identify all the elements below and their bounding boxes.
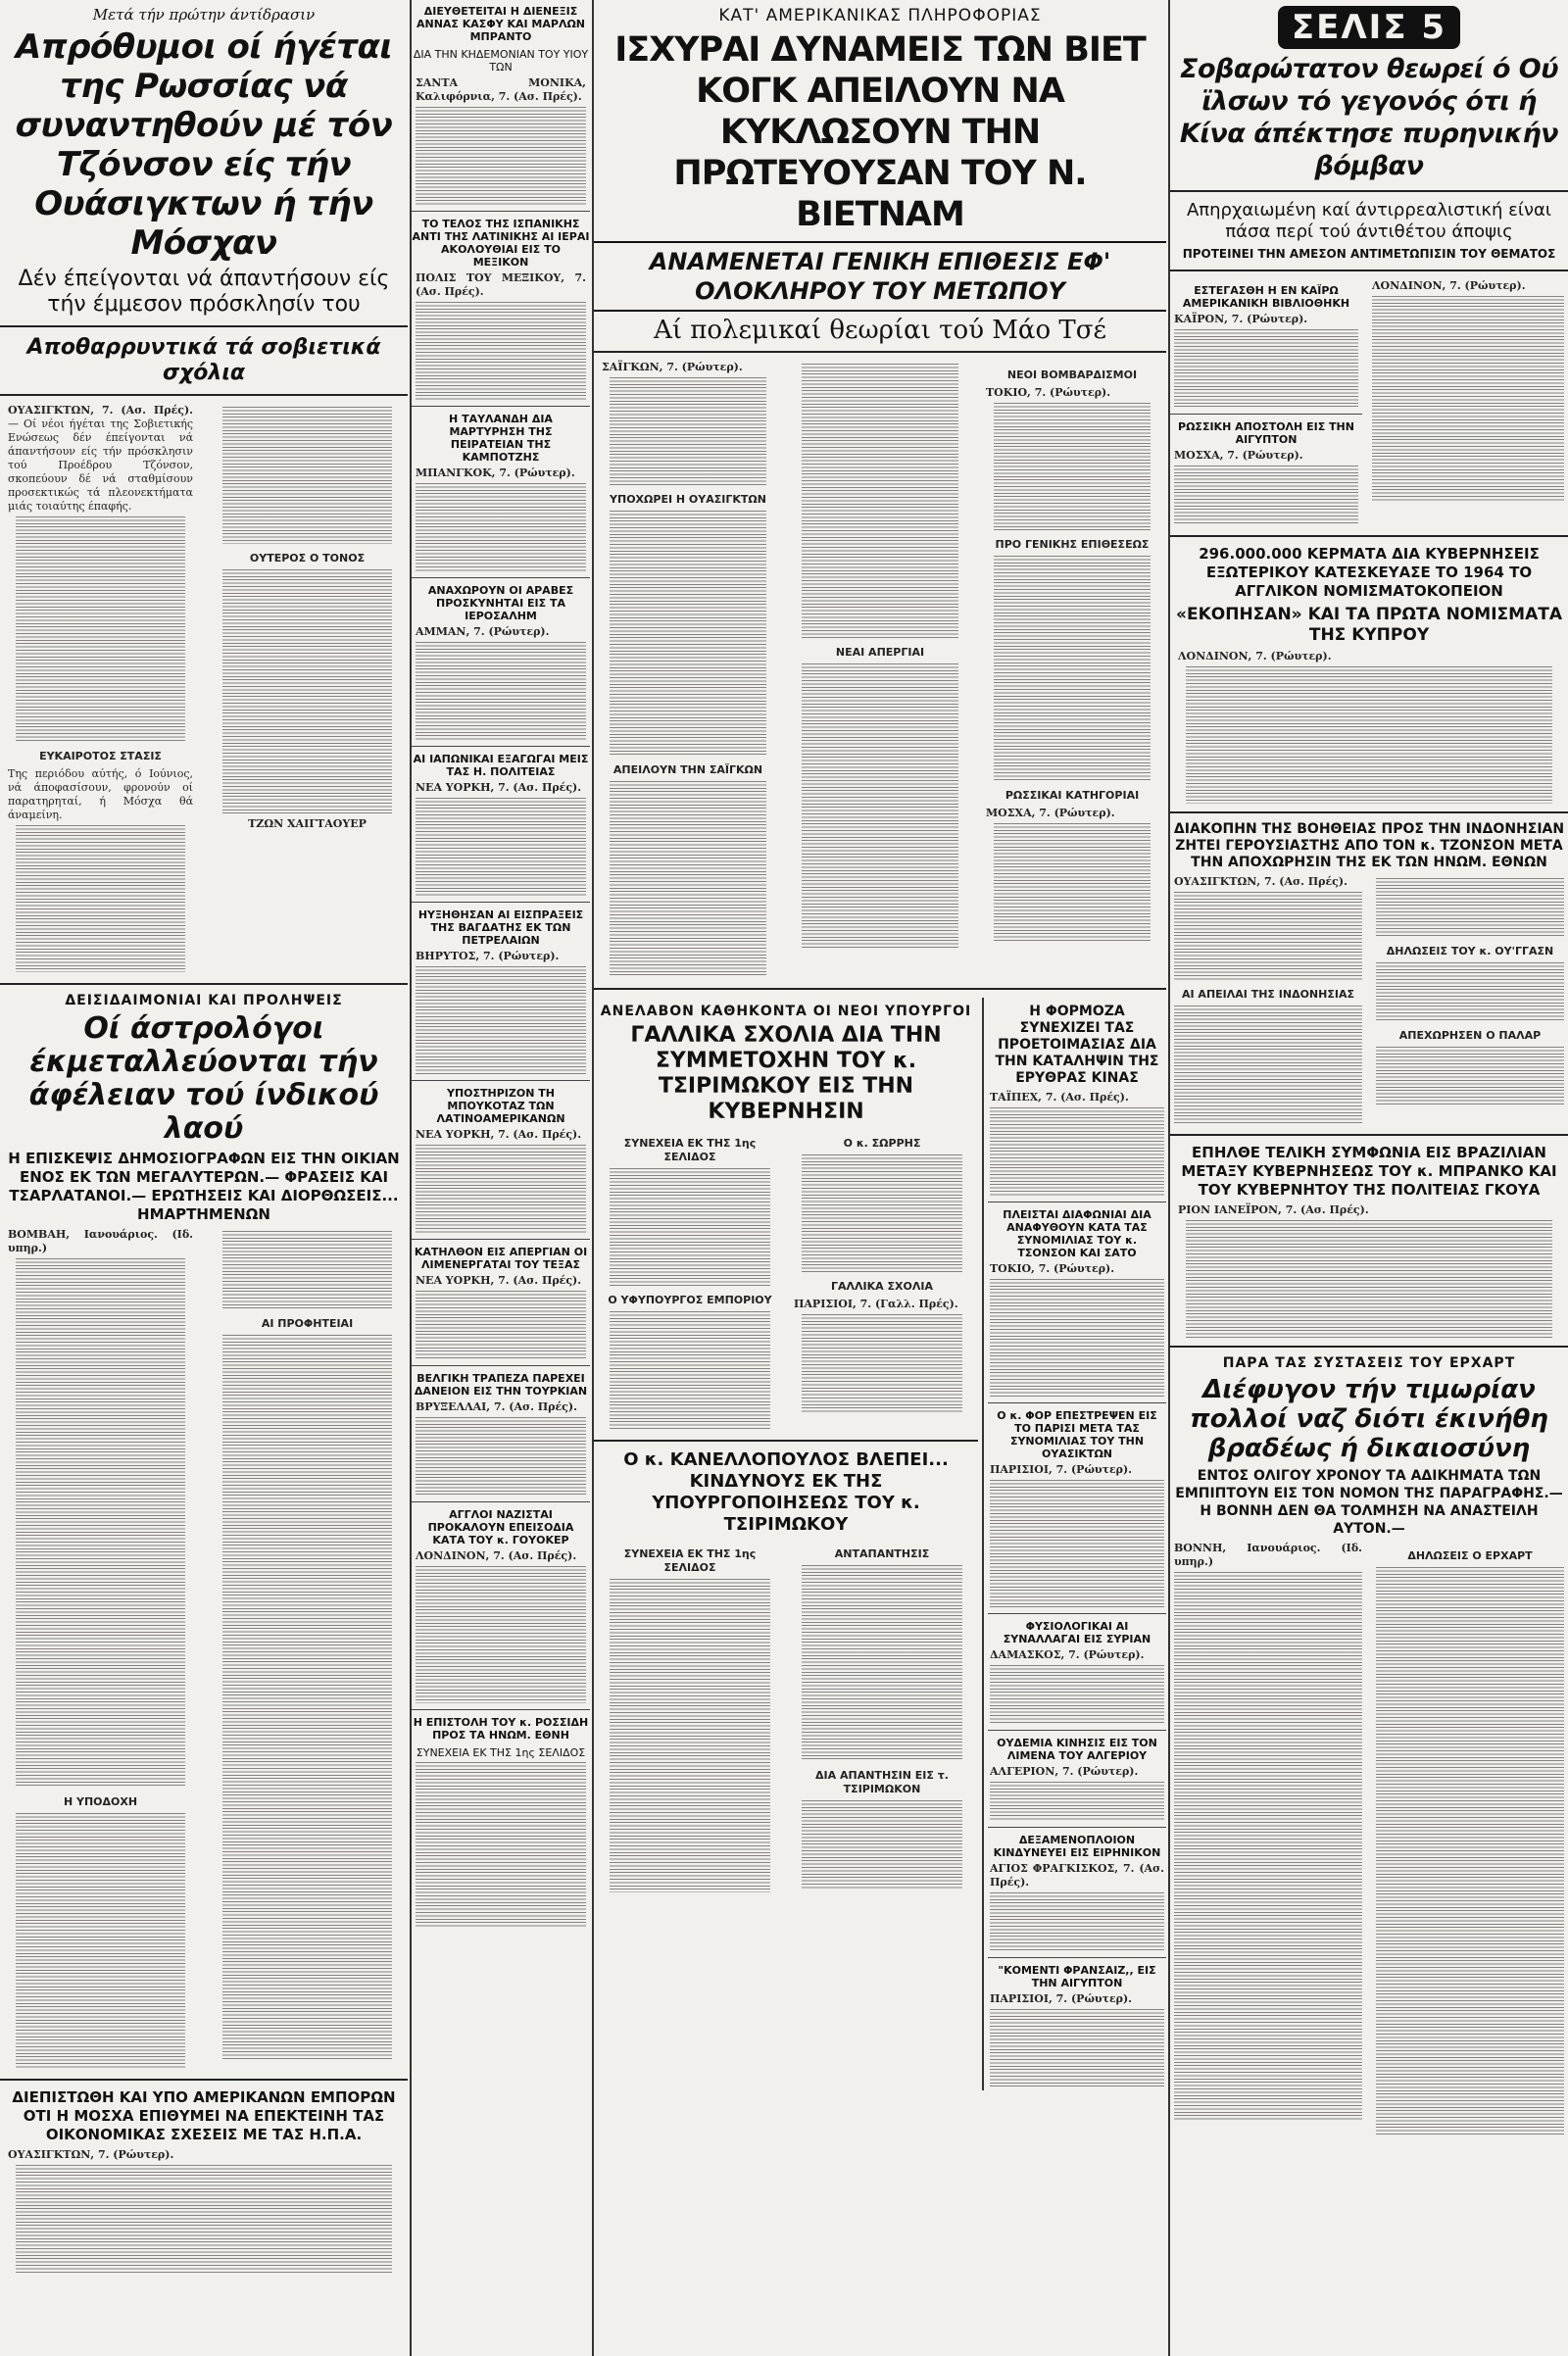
article-headline: Απρόθυμοι οί ήγέται της Ρωσσίας νά συναντηθούν μέ τόν Τζόνσον είς τήν Ουάσιγκτων ή τήν Μόσχαν: [15, 27, 393, 263]
dateline: ΠΑΡΙΣΙΟΙ, 7. (Ρώυτερ).: [990, 1992, 1132, 2005]
brief-headline: ΚΑΤΗΛΘΟΝ ΕΙΣ ΑΠΕΡΓΙΑΝ ΟΙ ΛΙΜΕΝΕΡΓΑΤΑΙ ΤΟΥ ΤΕΞΑΣ: [414, 1246, 588, 1271]
dateline: ΑΛΓΕΡΙΟΝ, 7. (Ρώυτερ).: [990, 1765, 1139, 1778]
brief-headline: ΠΛΕΙΣΤΑΙ ΔΙΑΦΩΝΙΑΙ ΔΙΑ ΑΝΑΦΥΘΟΥΝ ΚΑΤΑ ΤΑΣ ΣΥΝΟΜΙΛΙΑΣ ΤΟΥ κ. ΤΣΟΝΣΟΝ ΚΑΙ ΣΑΤΟ: [1003, 1208, 1152, 1259]
brief-body: [416, 625, 586, 740]
section-subhead: ΔΗΛΩΣΕΙΣ Ο ΕΡΧΑΡΤ: [1407, 1549, 1533, 1562]
brief-body: [416, 76, 586, 205]
article-kicker: ΑΝΕΛΑΒΟΝ ΚΑΘΗΚΟΝΤΑ ΟΙ ΝΕΟΙ ΥΠΟΥΡΓΟΙ: [600, 1004, 972, 1019]
article-subhead: «ΕΚΟΠΗΣΑΝ» ΚΑΙ ΤΑ ΠΡΩΤΑ ΝΟΜΙΣΜΑΤΑ ΤΗΣ ΚΥΠΡΟΥ: [1176, 605, 1562, 645]
brief-headline: Ο κ. ΦΟΡ ΕΠΕΣΤΡΕΨΕΝ ΕΙΣ ΤΟ ΠΑΡΙΣΙ ΜΕΤΑ ΤΑΣ ΣΥΝΟΜΙΛΙΑΣ ΤΟΥ ΤΗΝ ΟΥΑΣΙΚΤΩΝ: [997, 1409, 1157, 1460]
column-left: [0, 0, 408, 2356]
article-headline: 296.000.000 ΚΕΡΜΑΤΑ ΔΙΑ ΚΥΒΕΡΝΗΣΕΙΣ ΕΞΩΤΕΡΙΚΟΥ ΚΑΤΕΣΚΕΥΑΣΕ ΤΟ 1964 ΤΟ ΑΓΓΛΙΚΟΝ ΝΟΜΙΣΜΑΤΟΚΟΠΕΙΟΝ: [1199, 545, 1540, 600]
section-subhead: Η ΥΠΟΔΟΧΗ: [63, 1795, 138, 1808]
signature: ΤΖΩΝ ΧΑΙΓΤΑΟΥΕΡ: [248, 817, 367, 830]
brief-body: [416, 1400, 586, 1496]
brief-body: [416, 1128, 586, 1233]
brief-headline: ΔΙΕΥΘΕΤΕΙΤΑΙ Η ΔΙΕΝΕΞΙΣ ΑΝΝΑΣ ΚΑΣΦΥ ΚΑΙ ΜΑΡΛΩΝ ΜΠΡΑΝΤΟ: [416, 5, 586, 43]
article-body: [602, 1540, 778, 1895]
article-headline: ΓΑΛΛΙΚΑ ΣΧΟΛΙΑ ΔΙΑ ΤΗΝ ΣΥΜΜΕΤΟΧΗΝ ΤΟΥ κ. ΤΣΙΡΙΜΩΚΟΥ ΕΙΣ ΤΗΝ ΚΥΒΕΡΝΗΣΙΝ: [630, 1023, 942, 1124]
dateline: ΒΗΡΥΤΟΣ, 7. (Ρώυτερ).: [416, 950, 560, 962]
brief-body: [416, 271, 586, 400]
dateline: ΒΟΝΝΗ, Ιανουάριος. (Ιδ. υπηρ.): [1174, 1542, 1362, 1568]
dateline: ΚΑΪΡΟΝ, 7. (Ρώυτερ).: [1174, 313, 1308, 325]
brief-body: [990, 1091, 1164, 1196]
section-subhead: ΝΕΟΙ ΒΟΜΒΑΡΔΙΣΜΟΙ: [1006, 368, 1138, 381]
dateline: ΛΟΝΔΙΝΟΝ, 7. (Ασ. Πρές).: [416, 1549, 577, 1562]
dateline: ΤΑΪΠΕΧ, 7. (Ασ. Πρές).: [990, 1091, 1129, 1104]
brief-headline: ΟΥΔΕΜΙΑ ΚΙΝΗΣΙΣ ΕΙΣ ΤΟΝ ΛΙΜΕΝΑ ΤΟΥ ΑΛΓΕΡΙΟΥ: [997, 1737, 1157, 1762]
article-banner: ΑΝΑΜΕΝΕΤΑΙ ΓΕΝΙΚΗ ΕΠΙΘΕΣΙΣ ΕΦ' ΟΛΟΚΛΗΡΟΥ ΤΟΥ ΜΕΤΩΠΟΥ: [594, 241, 1166, 312]
dateline: ΟΥΑΣΙΓΚΤΩΝ, 7. (Ασ. Πρές).: [8, 404, 193, 417]
brief-body: [416, 1762, 586, 1929]
brief-headline: ΡΩΣΣΙΚΗ ΑΠΟΣΤΟΛΗ ΕΙΣ ΤΗΝ ΑΙΓΥΠΤΟΝ: [1178, 420, 1354, 446]
section-subhead: ΣΥΝΕΧΕΙΑ ΕΚ ΤΗΣ 1ης ΣΕΛΙΔΟΣ: [623, 1137, 757, 1163]
article-body: [215, 1228, 400, 2071]
dateline: ΠΑΡΙΣΙΟΙ, 7. (Γαλλ. Πρές).: [794, 1298, 958, 1310]
article-deck: Δέν έπείγονται νά άπαντήσουν είς τήν έμμεσον πρόσκλησίν του: [18, 267, 390, 317]
article-body: [794, 1129, 970, 1432]
article-body: [986, 361, 1158, 980]
section-subhead: Ο κ. ΣΩΡΡΗΣ: [843, 1137, 921, 1150]
dateline: ΤΟΚΙΟ, 7. (Ρώυτερ).: [990, 1262, 1115, 1275]
brief-headline: ΑΓΓΛΟΙ ΝΑΖΙΣΤΑΙ ΠΡΟΚΑΛΟΥΝ ΕΠΕΙΣΟΔΙΑ ΚΑΤΑ ΤΟΥ κ. ΓΟΥΟΚΕΡ: [427, 1508, 574, 1546]
brief-body: [416, 781, 586, 896]
article-kicker: ΔΕΙΣΙΔΑΙΜΟΝΙΑΙ ΚΑΙ ΠΡΟΛΗΨΕΙΣ: [65, 993, 343, 1008]
brief-headline: ΒΕΛΓΙΚΗ ΤΡΑΠΕΖΑ ΠΑΡΕΧΕΙ ΔΑΝΕΙΟΝ ΕΙΣ ΤΗΝ ΤΟΥΡΚΙΑΝ: [414, 1372, 588, 1398]
article-body: [8, 404, 193, 975]
brief-headline: ΤΟ ΤΕΛΟΣ ΤΗΣ ΙΣΠΑΝΙΚΗΣ ΑΝΤΙ ΤΗΣ ΛΑΤΙΝΙΚΗΣ ΑΙ ΙΕΡΑΙ ΑΚΟΛΟΥΘΙΑΙ ΕΙΣ ΤΟ ΜΕΞΙΚΟΝ: [412, 218, 590, 269]
dateline: ΟΥΑΣΙΓΚΤΩΝ, 7. (Ρώυτερ).: [8, 2148, 174, 2161]
brief-body: [990, 1862, 1164, 1951]
brief-subhead: ΣΥΝΕΧΕΙΑ ΕΚ ΤΗΣ 1ης ΣΕΛΙΔΟΣ: [416, 1746, 586, 1759]
section-subhead: ΣΥΝΕΧΕΙΑ ΕΚ ΤΗΣ 1ης ΣΕΛΙΔΟΣ: [623, 1547, 757, 1574]
article-body: [1372, 279, 1564, 527]
article-headline: Διέφυγον τήν τιμωρίαν πολλοί ναζ διότι έκινήθη βραδέως ή δικαιοσύνη: [1190, 1375, 1548, 1463]
column-lead: [594, 0, 1166, 2356]
article-body: [794, 1540, 970, 1895]
article-headline: ΙΣΧΥΡΑΙ ΔΥΝΑΜΕΙΣ ΤΩΝ ΒΙΕΤ ΚΟΓΚ ΑΠΕΙΛΟΥΝ ΝΑ ΚΥΚΛΩΣΟΥΝ ΤΗΝ ΠΡΩΤΕΥΟΥΣΑΝ ΤΟΥ Ν. ΒΙΕΤΝΑΜ: [614, 30, 1146, 234]
article-body: [8, 2148, 400, 2273]
section-subhead: ΑΠΕΧΩΡΗΣΕΝ Ο ΠΑΛΑΡ: [1398, 1029, 1542, 1042]
dateline: ΣΑΝΤΑ ΜΟΝΙΚΑ, Καλιφόρνια, 7. (Ασ. Πρές).: [416, 76, 586, 103]
section-subhead: ΓΑΛΛΙΚΑ ΣΧΟΛΙΑ: [831, 1280, 933, 1293]
dateline: ΜΟΣΧΑ, 7. (Ρώυτερ).: [986, 807, 1115, 819]
dateline: ΝΕΑ ΥΟΡΚΗ, 7. (Ασ. Πρές).: [416, 1128, 582, 1141]
brief-headline: Η ΕΠΙΣΤΟΛΗ ΤΟΥ κ. ΡΟΣΣΙΔΗ ΠΡΟΣ ΤΑ ΗΝΩΜ. ΕΘΝΗ: [413, 1716, 589, 1742]
dateline: ΠΑΡΙΣΙΟΙ, 7. (Ρώυτερ).: [990, 1463, 1132, 1476]
article-deck: ΕΝΤΟΣ ΟΛΙΓΟΥ ΧΡΟΝΟΥ ΤΑ ΑΔΙΚΗΜΑΤΑ ΤΩΝ ΕΜΠΙΠΤΟΥΝ ΕΙΣ ΤΟΝ ΝΟΜΟΝ ΤΗΣ ΠΑΡΑΓΡΑΦΗΣ.— Η ΒΟΝΝΗ ΔΕΝ ΘΑ ΤΟΛΜΗΣΗ ΝΑ ΑΝΑΣΤΕΙΛΗ ΑΥΤΟΝ.—: [1175, 1468, 1563, 1537]
article-body: [602, 361, 774, 980]
brief-body: [1174, 313, 1358, 408]
article-second: [594, 998, 984, 2090]
article-body: [794, 361, 966, 980]
dateline: ΛΟΝΔΙΝΟΝ, 7. (Ρώυτερ).: [1178, 650, 1332, 663]
article-subdeck: Αποθαρρυντικά τά σοβιετικά σχόλια: [26, 335, 381, 385]
page-number-logo: ΣΕΛΙΣ 5: [1278, 6, 1460, 49]
dateline: ΑΓΙΟΣ ΦΡΑΓΚΙΣΚΟΣ, 7. (Ασ. Πρές).: [990, 1862, 1164, 1889]
article-subhead: Αί πολεμικαί θεωρίαι τού Μάο Τσέ: [654, 316, 1106, 345]
dateline: ΝΕΑ ΥΟΡΚΗ, 7. (Ασ. Πρές).: [416, 1274, 582, 1287]
article-body: [8, 1228, 193, 2071]
dateline: ΡΙΟΝ ΙΑΝΕΪΡΟΝ, 7. (Ασ. Πρές).: [1178, 1203, 1369, 1216]
article-kicker: ΚΑΤ' ΑΜΕΡΙΚΑΝΙΚΑΣ ΠΛΗΡΟΦΟΡΙΑΣ: [718, 6, 1042, 25]
article-headline: ΔΙΕΠΙΣΤΩΘΗ ΚΑΙ ΥΠΟ ΑΜΕΡΙΚΑΝΩΝ ΕΜΠΟΡΩΝ ΟΤΙ Η ΜΟΣΧΑ ΕΠΙΘΥΜΕΙ ΝΑ ΕΠΕΚΤΕΙΝΗ ΤΑΣ ΟΙΚΟΝΟΜΙΚΑΣ ΣΧΕΣΕΙΣ ΜΕ ΤΑΣ Η.Π.Α.: [12, 2088, 396, 2143]
brief-headline: Η ΤΑΥΛΑΝΔΗ ΔΙΑ ΜΑΡΤΥΡΗΣΗ ΤΗΣ ΠΕΙΡΑΤΕΙΑΝ ΤΗΣ ΚΑΜΠΟΤΖΗΣ: [449, 413, 553, 464]
dateline: ΜΠΑΝΓΚΟΚ, 7. (Ρώυτερ).: [416, 466, 575, 479]
section-subhead: ΔΙΑ ΑΠΑΝΤΗΣΙΝ ΕΙΣ τ. ΤΣΙΡΙΜΩΚΟΝ: [815, 1769, 949, 1795]
column-right: [1170, 0, 1568, 2356]
dateline: ΠΟΛΙΣ ΤΟΥ ΜΕΞΙΚΟΥ, 7. (Ασ. Πρές).: [416, 271, 586, 298]
dateline: ΣΑΪΓΚΩΝ, 7. (Ρώυτερ).: [602, 361, 743, 373]
brief-body: [416, 466, 586, 571]
article-body: [1376, 875, 1564, 1126]
brief-headline: Η ΦΟΡΜΟΖΑ ΣΥΝΕΧΙΖΕΙ ΤΑΣ ΠΡΟΕΤΟΙΜΑΣΙΑΣ ΔΙΑ ΤΗΝ ΚΑΤΑΛΗΨΙΝ ΤΗΣ ΕΡΥΘΡΑΣ ΚΙΝΑΣ: [995, 1004, 1159, 1086]
brief-headline: ΦΥΣΙΟΛΟΓΙΚΑΙ ΑΙ ΣΥΝΑΛΛΑΓΑΙ ΕΙΣ ΣΥΡΙΑΝ: [1003, 1620, 1152, 1645]
brief-body: [990, 1463, 1164, 1607]
brief-headline: ΑΙ ΙΑΠΩΝΙΚΑΙ ΕΞΑΓΩΓΑΙ ΜΕΙΣ ΤΑΣ Η. ΠΟΛΙΤΕΙΑΣ: [413, 753, 589, 778]
article-deck: Απηρχαιωμένη καί άντιρρεαλιστική είναι πάσα περί τού άντιθέτου άποψις: [1186, 200, 1551, 242]
brief-headline: ΔΕΞΑΜΕΝΟΠΛΟΙΟΝ ΚΙΝΔΥΝΕΥΕΙ ΕΙΣ ΕΙΡΗΝΙΚΟΝ: [993, 1834, 1161, 1859]
article-deck: Η ΕΠΙΣΚΕΨΙΣ ΔΗΜΟΣΙΟΓΡΑΦΩΝ ΕΙΣ ΤΗΝ ΟΙΚΙΑΝ ΕΝΟΣ ΕΚ ΤΩΝ ΜΕΓΑΛΥΤΕΡΩΝ.— ΦΡΑΣΕΙΣ ΚΑΙ ΤΣΑΡΛΑΤΑΝΟΙ.— ΕΡΩΤΗΣΕΙΣ ΚΑΙ ΔΙΟΡΘΩΣΕΙΣ... ΗΜΑΡΤΗΜΕΝΩΝ: [8, 1150, 400, 1223]
section-subhead: ΝΕΑΙ ΑΠΕΡΓΙΑΙ: [835, 646, 925, 659]
dateline: ΑΜΜΑΝ, 7. (Ρώυτερ).: [416, 625, 550, 638]
brief-body: [990, 1262, 1164, 1397]
column-briefs: [412, 0, 590, 2356]
brief-subhead: ΔΙΑ ΤΗΝ ΚΗΔΕΜΟΝΙΑΝ ΤΟΥ ΥΙΟΥ ΤΩΝ: [413, 48, 589, 74]
dateline: ΜΟΣΧΑ, 7. (Ρώυτερ).: [1174, 449, 1303, 462]
dateline: ΒΡΥΞΕΛΛΑΙ, 7. (Ασ. Πρές).: [416, 1400, 577, 1413]
paragraph: Της περιόδου αύτής, ό Ιούνιος, νά άποφασίσουν, φρονούν οί παρατηρηταί, ή Μόσχα θά άναμείνη.: [8, 767, 193, 821]
article-headline: Οί άστρολόγοι έκμεταλλεύονται τήν άφέλειαν τού ίνδικού λαού: [28, 1011, 379, 1146]
article-body: [602, 1129, 778, 1432]
section-subhead: ΡΩΣΣΙΚΑΙ ΚΑΤΗΓΟΡΙΑΙ: [1004, 789, 1140, 802]
section-subhead: ΑΠΕΙΛΟΥΝ ΤΗΝ ΣΑΪΓΚΩΝ: [612, 763, 763, 776]
dateline: ΒΟΜΒΑΗ, Ιανουάριος. (Ιδ. υπηρ.): [8, 1228, 193, 1254]
brief-headline: "ΚΟΜΕΝΤΙ ΦΡΑΝΣΑΙΖ,, ΕΙΣ ΤΗΝ ΑΙΓΥΠΤΟΝ: [998, 1964, 1156, 1989]
brief-body: [990, 1992, 1164, 2087]
article-body: [215, 404, 400, 975]
article-headline: Σοβαρώτατον θεωρεί ό Ού ϊλσων τό γεγονός ότι ή Κίνα άπέκτησε πυρηνικήν βόμβαν: [1179, 54, 1559, 181]
section-subhead: ΥΠΟΧΩΡΕΙ Η ΟΥΑΣΙΓΚΤΩΝ: [610, 493, 766, 506]
brief-headline: ΥΠΟΣΤΗΡΙΖΟΝ ΤΗ ΜΠΟΥΚΟΤΑΖ ΤΩΝ ΛΑΤΙΝΟΑΜΕΡΙΚΑΝΩΝ: [436, 1087, 565, 1125]
brief-body: [416, 950, 586, 1074]
brief-group: [1170, 279, 1362, 527]
paragraph: — Οί νέοι ήγέται της Σοβιετικής Ενώσεως δέν έπείγονται νά άπαντήσουν είς τήν πρόσκλησιν τού Προέδρου Τζόνσον, σκοπεύουν δέ νά σταθμίσουν προσεκτικώς τά πλεονεκτήματα μιάς τοιαύτης έπαφής.: [8, 417, 193, 513]
article-body: [1174, 875, 1362, 1126]
dateline: ΔΑΜΑΣΚΟΣ, 7. (Ρώυτερ).: [990, 1648, 1145, 1661]
brief-body: [416, 1549, 586, 1703]
article-headline: Ο κ. ΚΑΝΕΛΛΟΠΟΥΛΟΣ ΒΛΕΠΕΙ... ΚΙΝΔΥΝΟΥΣ ΕΚ ΤΗΣ ΥΠΟΥΡΓΟΠΟΙΗΣΕΩΣ ΤΟΥ κ. ΤΣΙΡΙΜΩΚΟΥ: [623, 1449, 949, 1535]
article-body: [1376, 1542, 1564, 2138]
dateline: ΝΕΑ ΥΟΡΚΗ, 7. (Ασ. Πρές).: [416, 781, 582, 794]
dateline: ΛΟΝΔΙΝΟΝ, 7. (Ρώυτερ).: [1372, 279, 1526, 292]
brief-headline: ΗΥΞΗΘΗΣΑΝ ΑΙ ΕΙΣΠΡΑΞΕΙΣ ΤΗΣ ΒΑΓΔΑΤΗΣ ΕΚ ΤΩΝ ΠΕΤΡΕΛΑΙΩΝ: [417, 908, 584, 947]
dateline: ΤΟΚΙΟ, 7. (Ρώυτερ).: [986, 386, 1111, 399]
section-subhead: ΑΙ ΠΡΟΦΗΤΕΙΑΙ: [261, 1317, 354, 1330]
article-headline: ΔΙΑΚΟΠΗΝ ΤΗΣ ΒΟΗΘΕΙΑΣ ΠΡΟΣ ΤΗΝ ΙΝΔΟΝΗΣΙΑΝ ΖΗΤΕΙ ΓΕΡΟΥΣΙΑΣΤΗΣ ΑΠΟ ΤΟΝ κ. ΤΖΟΝΣΟΝ ΜΕΤΑ ΤΗΝ ΑΠΟΧΩΡΗΣΙΝ ΤΗΣ ΕΚ ΤΩΝ ΗΝΩΜ. ΕΘΝΩΝ: [1173, 821, 1565, 870]
brief-body: [990, 1648, 1164, 1724]
article-kicker: ΠΑΡΑ ΤΑΣ ΣΥΣΤΑΣΕΙΣ ΤΟΥ ΕΡΧΑΡΤ: [1222, 1355, 1516, 1371]
article-body: [1178, 1203, 1560, 1338]
brief-headline: ΑΝΑΧΩΡΟΥΝ ΟΙ ΑΡΑΒΕΣ ΠΡΟΣΚΥΝΗΤΑΙ ΕΙΣ ΤΑ ΙΕΡΟΣΑΛΗΜ: [427, 584, 574, 622]
brief-body: [990, 1765, 1164, 1821]
brief-headline: ΕΣΤΕΓΑΣΘΗ Η ΕΝ ΚΑΪΡΩ ΑΜΕΡΙΚΑΝΙΚΗ ΒΙΒΛΙΟΘΗΚΗ: [1182, 284, 1350, 310]
brief-body: [1174, 449, 1358, 524]
article-body: [1174, 1542, 1362, 2138]
section-subhead: Ο ΥΦΥΠΟΥΡΓΟΣ ΕΜΠΟΡΙΟΥ: [608, 1294, 772, 1306]
section-subhead: ΟΥΤΕΡΟΣ Ο ΤΟΝΟΣ: [249, 552, 366, 564]
section-subhead: ΑΙ ΑΠΕΙΛΑΙ ΤΗΣ ΙΝΔΟΝΗΣΙΑΣ: [1182, 988, 1354, 1001]
section-subhead: ΕΥΚΑΙΡΟΤΟΣ ΣΤΑΣΙΣ: [39, 750, 162, 762]
dateline: ΟΥΑΣΙΓΚΤΩΝ, 7. (Ασ. Πρές).: [1174, 875, 1348, 888]
article-kicker: Μετά τήν πρώτην άντίδρασιν: [92, 6, 316, 24]
article-body: [1178, 650, 1560, 804]
article-headline: ΕΠΗΛΘΕ ΤΕΛΙΚΗ ΣΥΜΦΩΝΙΑ ΕΙΣ ΒΡΑΖΙΛΙΑΝ ΜΕΤΑΞΥ ΚΥΒΕΡΝΗΣΕΩΣ ΤΟΥ κ. ΜΠΡΑΝΚΟ ΚΑΙ ΤΟΥ ΚΥΒΕΡΝΗΤΟΥ ΤΗΣ ΠΟΛΙΤΕΙΑΣ ΓΚΟΥΑ: [1181, 1144, 1557, 1199]
brief-body: [416, 1274, 586, 1359]
article-deck-caps: ΠΡΟΤΕΙΝΕΙ ΤΗΝ ΑΜΕΣΟΝ ΑΝΤΙΜΕΤΩΠΙΣΙΝ ΤΟΥ ΘΕΜΑΤΟΣ: [1182, 247, 1556, 261]
section-subhead: ΑΝΤΑΠΑΝΤΗΣΙΣ: [834, 1547, 930, 1560]
section-subhead: ΠΡΟ ΓΕΝΙΚΗΣ ΕΠΙΘΕΣΕΩΣ: [995, 538, 1150, 551]
column-world-briefs: [984, 998, 1166, 2090]
section-subhead: ΔΗΛΩΣΕΙΣ ΤΟΥ κ. ΟΥ'ΓΓΑΣΝ: [1386, 945, 1554, 957]
